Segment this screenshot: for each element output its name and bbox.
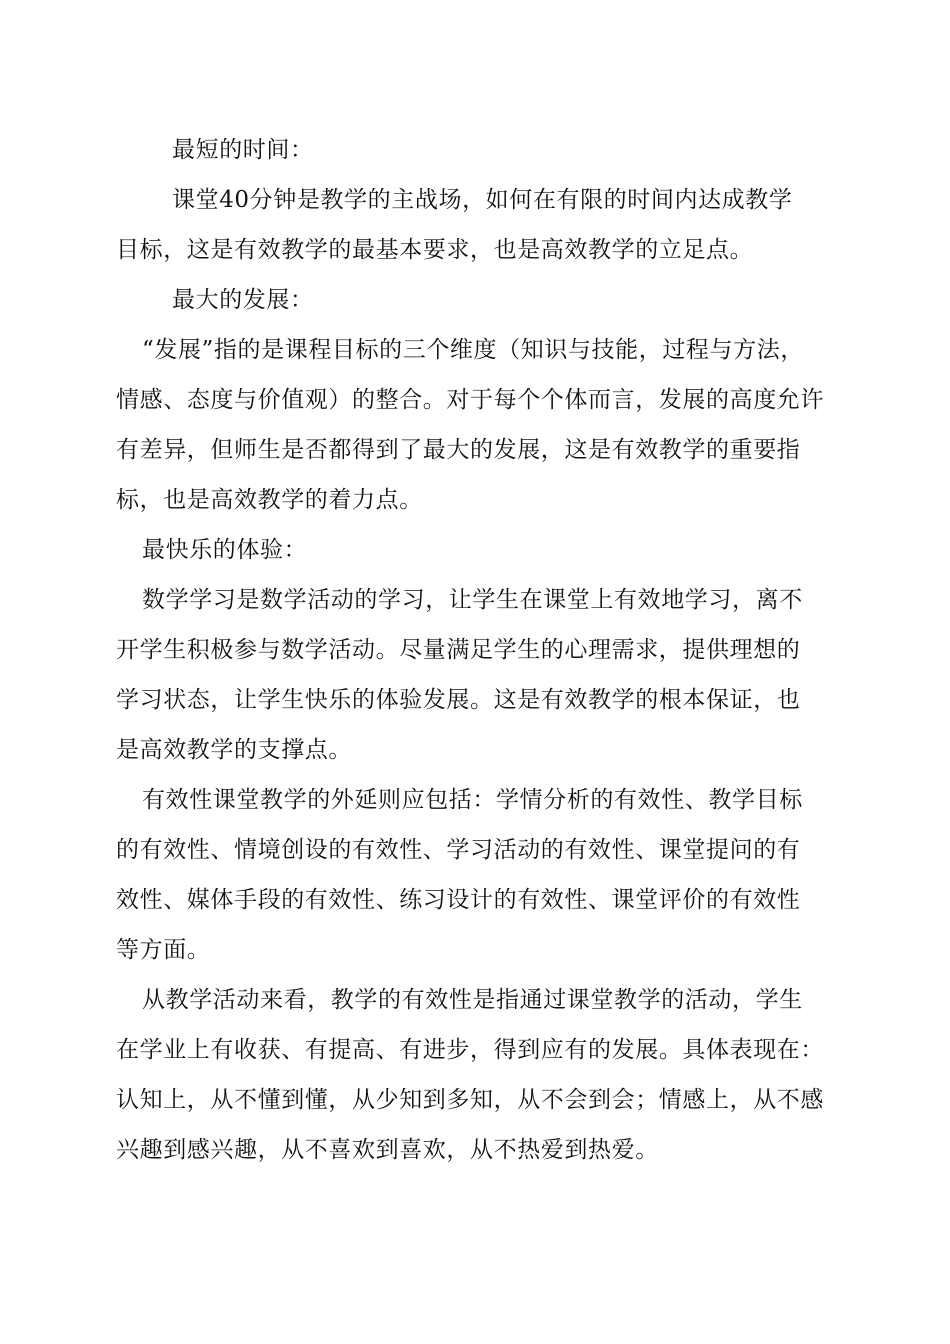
paragraph-line: 有差异，但师生是否都得到了最大的发展，这是有效教学的重要指	[116, 437, 801, 463]
paragraph-line: 认知上，从不懂到懂，从少知到多知，从不会到会；情感上，从不感	[116, 1087, 824, 1113]
paragraph-line: 数学学习是数学活动的学习，让学生在课堂上有效地学习，离不	[142, 587, 803, 613]
paragraph-line: 情感、态度与价值观）的整合。对于每个个体而言，发展的高度允许	[116, 387, 824, 413]
paragraph-line: “发展”指的是课程目标的三个维度（知识与技能，过程与方法，	[142, 337, 804, 363]
paragraph-line: 标，也是高效教学的着力点。	[116, 487, 423, 513]
paragraph-line: 目标，这是有效教学的最基本要求，也是高效教学的立足点。	[116, 237, 754, 263]
paragraph-line: 课堂40分钟是教学的主战场，如何在有限的时间内达成教学	[172, 187, 793, 213]
paragraph-line: 的有效性、情境创设的有效性、学习活动的有效性、课堂提问的有	[116, 837, 801, 863]
heading-greatest-development: 最大的发展：	[172, 287, 314, 313]
paragraph-line: 等方面。	[116, 937, 211, 963]
paragraph-line: 有效性课堂教学的外延则应包括：学情分析的有效性、教学目标	[142, 787, 803, 813]
paragraph-line: 兴趣到感兴趣，从不喜欢到喜欢，从不热爱到热爱。	[116, 1137, 659, 1163]
paragraph-line: 从教学活动来看，教学的有效性是指通过课堂教学的活动，学生	[142, 987, 803, 1013]
paragraph-line: 学习状态，让学生快乐的体验发展。这是有效教学的根本保证，也	[116, 687, 801, 713]
paragraph-line: 是高效教学的支撑点。	[116, 737, 352, 763]
heading-shortest-time: 最短的时间：	[172, 137, 314, 163]
paragraph-line: 开学生积极参与数学活动。尽量满足学生的心理需求，提供理想的	[116, 637, 801, 663]
paragraph-line: 在学业上有收获、有提高、有进步，得到应有的发展。具体表现在：	[116, 1037, 824, 1063]
heading-happiest-experience: 最快乐的体验：	[142, 537, 308, 563]
paragraph-line: 效性、媒体手段的有效性、练习设计的有效性、课堂评价的有效性	[116, 887, 801, 913]
